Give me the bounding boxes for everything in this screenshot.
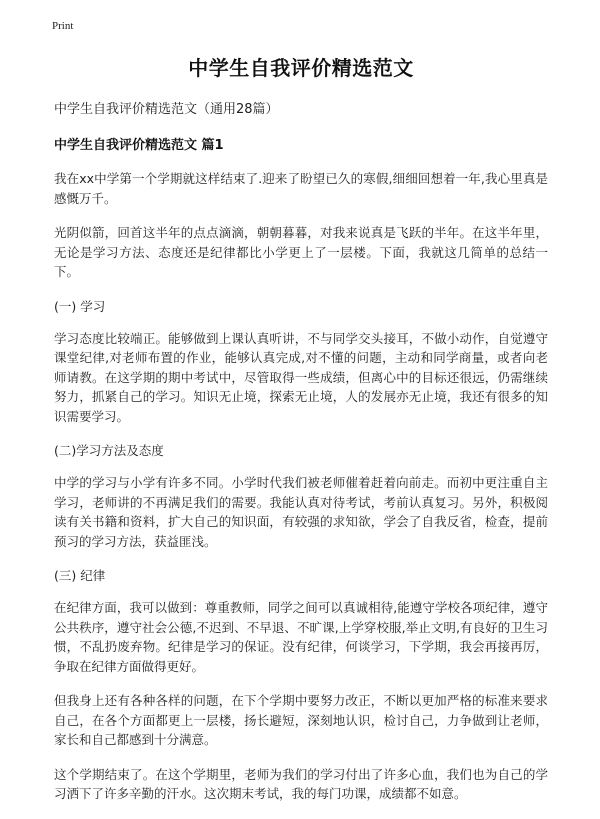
paragraph-conclusion: 这个学期结束了。在这个学期里，老师为我们的学习付出了许多心血，我们也为自己的学习洒下了许多辛勤的汗水。这次期末考试，我的每门功课，成绩都不如意。 [54,766,548,801]
subheading-method: (二)学习方法及态度 [54,443,164,458]
subheading-discipline: (三) 纪律 [54,568,106,583]
paragraph-discipline: 在纪律方面，我可以做到：尊重教师，同学之间可以真诚相待,能遵守学校各项纪律，遵守公共秩序，遵守社会公德,不迟到、不早退、不旷课,上学穿校服,举止文明,有良好的卫生习惯，不乱扔废弃物。纪律是学习的保证。没有纪律，何谈学习，下学期，我会再接再厉，争取在纪律方面做得更好。 [54,600,548,674]
document-subtitle: 中学生自我评价精选范文（通用28篇） [54,102,279,117]
subheading-study: (一) 学习 [54,298,106,314]
paragraph-problems: 但我身上还有各种各样的问题，在下个学期中要努力改正，不断以更加严格的标准来要求自己，在各个方面都更上一层楼，扬长避短，深刻地认识，检讨自己，力争做到让老师，家长和自己都感到十分满意。 [54,693,548,747]
paragraph-method: 中学的学习与小学有许多不同。小学时代我们被老师催着赶着向前走。而初中更注重自主学习，老师讲的不再满足我们的需要。我能认真对待考试，考前认真复习。另外，积极阅读有关书籍和资料，扩大自己的知识面，有较强的求知欲，学会了自我反省，检查，提前预习的学习方法，获益匪浅。 [54,475,548,549]
page-title: 中学生自我评价精选范文 [188,56,414,80]
document-body [54,52,548,819]
print-link[interactable]: Print [52,20,74,32]
paragraph-intro: 我在xx中学第一个学期就这样结束了.迎来了盼望已久的寒假,细细回想着一年,我心里真是感慨万千。 [54,171,548,206]
paragraph-summary: 光阴似箭，回首这半年的点点滴滴，朝朝暮暮，对我来说真是飞跃的半年。在这半年里，无论是学习方法、态度还是纪律都比小学更上了一层楼。下面，我就这几简单的总结一下。 [54,225,548,279]
paragraph-study: 学习态度比较端正。能够做到上课认真听讲，不与同学交头接耳，不做小动作，自觉遵守课堂纪律,对老师布置的作业，能够认真完成,对不懂的问题，主动和同学商量，或者向老师请教。在这学期的期中考试中，尽管取得一些成绩，但离心中的目标还很远，仍需继续努力，抓紧自己的学习。知识无止境，探索无止境，人的发展亦无止境，我还有很多的知识需要学习。 [54,330,548,424]
section-heading: 中学生自我评价精选范文 篇1 [54,138,224,153]
